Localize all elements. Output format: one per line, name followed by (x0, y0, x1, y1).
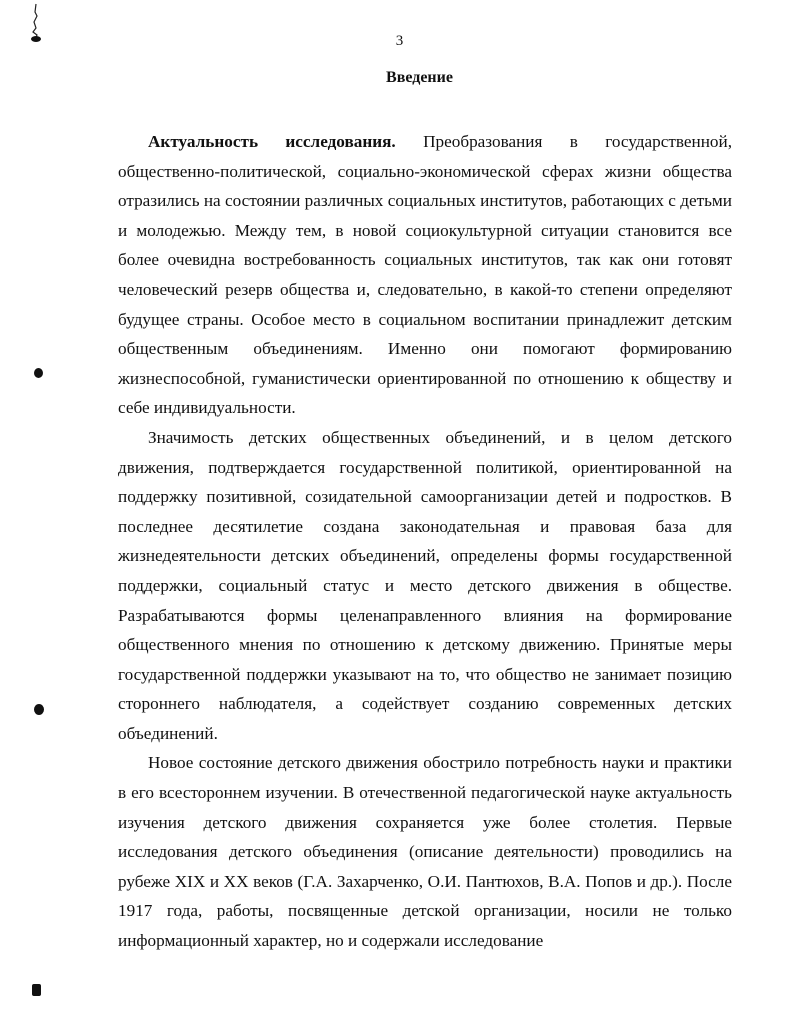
paragraph-relevance (118, 127, 732, 423)
scan-artifact-dot (34, 368, 43, 378)
paragraph-text: Значимость детских общественных объединений, и в целом детского движения, подтверждается государственной политикой, ориентированной на поддержку позитивной, созидательной самоорганизации детей и подростков. В последнее десятилетие создана законодательная и правовая база для жизнедеятельности детских объединений, определены формы государственной поддержки, социальный статус и место детского движения в обществе. Разрабатываются формы целенаправленного влияния на формирование общественного мнения по отношению к детскому движению. Принятые меры государственной поддержки указывают на то, что общество не занимает позицию стороннего наблюдателя, а содействует созданию современных детских объединений. (118, 427, 732, 743)
paragraph-new-state (118, 748, 732, 955)
body-text (118, 127, 732, 956)
scan-artifact-dot (32, 984, 41, 996)
paragraph-significance (118, 423, 732, 749)
paragraph-text: Преобразования в государственной, общественно-политической, социально-экономической сферах жизни общества отразились на состоянии различных социальных институтов, работающих с детьми и молодежью. Между тем, в новой социокультурной ситуации становится все более очевидна востребованность социальных институтов, так как они готовят человеческий резерв общества и, следовательно, в какой-то степени определяют будущее страны. Особое место в социальном воспитании принадлежит детским общественным объединениям. Именно они помогают формированию жизнеспособной, гуманистически ориентированной по отношению к обществу и себе индивидуальности. (118, 132, 733, 418)
paragraph-lead: Актуальность исследования. (148, 132, 396, 151)
page-heading: Введение (386, 69, 453, 86)
scan-artifact-dot (34, 704, 44, 715)
paragraph-text: Новое состояние детского движения обострило потребность науки и практики в его всестороннем изучении. В отечественной педагогической науке актуальность изучения детского движения сохраняется уже более столетия. Первые исследования детского объединения (описание деятельности) проводились на рубеже XIX и XX веков (Г.А. Захарченко, О.И. Пантюхов, В.А. Попов и др.). После 1917 года, работы, посвященные детской организации, носили не только информационный характер, но и содержали исследование (118, 753, 732, 951)
page-number: 3 (395, 33, 404, 49)
